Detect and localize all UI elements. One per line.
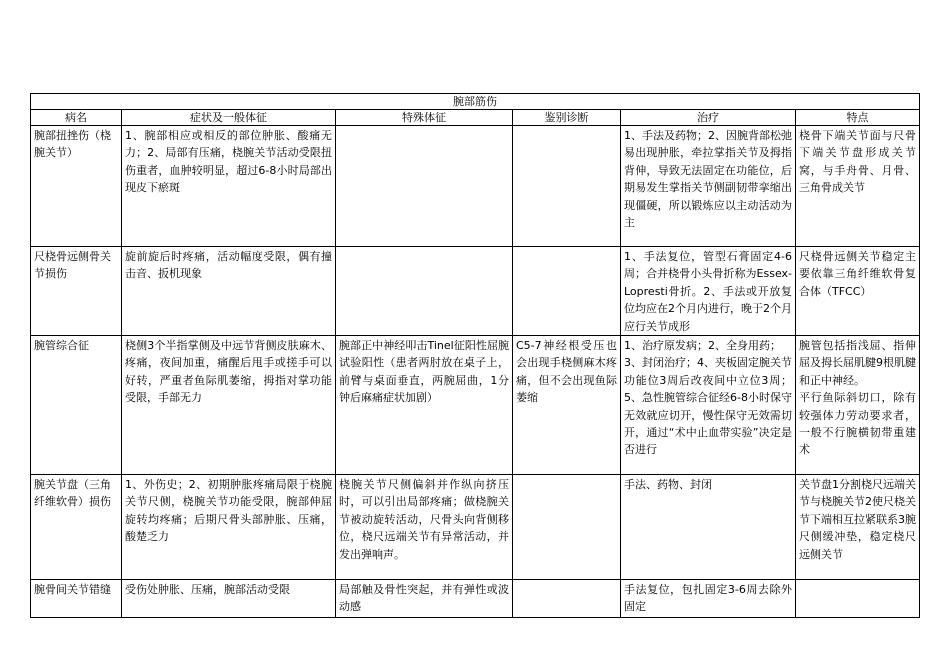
cell-treatment: 手法、药物、封闭 (621, 475, 796, 580)
table-title: 腕部筋伤 (31, 94, 920, 110)
cell-treatment: 手法复位，包扎固定3-6周去除外固定 (621, 580, 796, 618)
cell-special: 局部触及骨性突起，并有弹性或波动感 (336, 580, 513, 618)
cell-name: 腕骨间关节错缝 (31, 580, 122, 618)
table-row (31, 580, 920, 618)
table-title-row (31, 94, 920, 110)
cell-symptoms: 1、腕部相应或相反的部位肿胀、酸痛无力；2、局部有压痛，桡腕关节活动受限扭伤重者，血肿较明显，超过6-8小时局部出现皮下瘀斑 (122, 126, 336, 247)
header-symptoms: 症状及一般体征 (122, 110, 336, 126)
cell-differential (513, 247, 621, 336)
cell-special (336, 247, 513, 336)
header-features: 特点 (796, 110, 920, 126)
table-row (31, 126, 920, 247)
cell-features (796, 580, 920, 618)
cell-special: 腕部正中神经叩击Tinel征阳性屈腕试验阳性（患者两肘放在桌子上，前臂与桌面垂直，两腕屈曲，1分钟后麻痛症状加剧） (336, 336, 513, 475)
cell-symptoms: 旋前旋后时疼痛，活动幅度受限，偶有撞击音、扳机现象 (122, 247, 336, 336)
header-treatment: 治疗 (621, 110, 796, 126)
header-differential-diagnosis: 鉴别诊断 (513, 110, 621, 126)
cell-differential (513, 580, 621, 618)
cell-differential (513, 475, 621, 580)
cell-name: 腕管综合征 (31, 336, 122, 475)
cell-treatment: 1、手法及药物；2、因腕背部松弛易出现肿胀，牵拉掌指关节及拇指背伸，导致无法固定在功能位，后期易发生掌指关节侧副韧带挛缩出现僵硬，所以锻炼应以主动活动为主 (621, 126, 796, 247)
cell-features: 桡骨下端关节面与尺骨下端关节盘形成关节窝，与手舟骨、月骨、三角骨成关节 (796, 126, 920, 247)
cell-features: 尺桡骨远侧关节稳定主要依靠三角纤维软骨复合体（TFCC） (796, 247, 920, 336)
cell-special: 桡腕关节尺侧偏斜并作纵向挤压时，可以引出局部疼痛；做桡腕关节被动旋转活动，尺骨头向背侧移位，桡尺远端关节有异常活动，并发出弹响声。 (336, 475, 513, 580)
table-row (31, 247, 920, 336)
cell-name: 腕部扭挫伤（桡腕关节） (31, 126, 122, 247)
cell-treatment: 1、手法复位，管型石膏固定4-6周；合并桡骨小头骨折称为Essex-Lopresti骨折。2、手法或开放复位均应在2个月内进行，晚于2个月应行关节成形 (621, 247, 796, 336)
cell-symptoms: 受伤处肿胀、压痛，腕部活动受限 (122, 580, 336, 618)
cell-symptoms: 1、外伤史；2、初期肿胀疼痛局限于桡腕关节尺侧，桡腕关节功能受限，腕部伸屈旋转均疼痛；后期尺骨头部肿胀、压痛，酸楚乏力 (122, 475, 336, 580)
wrist-injury-table (30, 93, 920, 618)
cell-treatment: 1、治疗原发病；2、全身用药； 3、封闭治疗；4、夹板固定腕关节功能位3周后改夜间中立位3周；5、急性腕管综合征经6-8小时保守无效就应切开，慢性保守无效需切开，通过“术中止血带实验”决定是否进行 (621, 336, 796, 475)
cell-differential: C5-7神经根受压也会出现手桡侧麻木疼痛，但不会出现鱼际萎缩 (513, 336, 621, 475)
cell-special (336, 126, 513, 247)
cell-differential (513, 126, 621, 247)
table-row (31, 336, 920, 475)
table-header-row (31, 110, 920, 126)
header-disease-name: 病名 (31, 110, 122, 126)
cell-features: 腕管包括指浅屈、指伸屈及拇长屈肌腱9根肌腱和正中神经。 平行鱼际斜切口，除有较强体力劳动要求者，一般不行腕横韧带重建术 (796, 336, 920, 475)
header-special-signs: 特殊体征 (336, 110, 513, 126)
cell-features: 关节盘1分割桡尺远端关节与桡腕关节2使尺桡关节下端相互拉紧联系3腕尺侧缓冲垫，稳定桡尺远侧关节 (796, 475, 920, 580)
cell-name: 腕关节盘（三角纤维软骨）损伤 (31, 475, 122, 580)
table-row (31, 475, 920, 580)
cell-symptoms: 桡侧3个半指掌侧及中远节背侧皮肤麻木、疼痛，夜间加重，痛醒后甩手或搓手可以好转，严重者鱼际肌萎缩，拇指对掌功能受限，手部无力 (122, 336, 336, 475)
cell-name: 尺桡骨远侧骨关节损伤 (31, 247, 122, 336)
